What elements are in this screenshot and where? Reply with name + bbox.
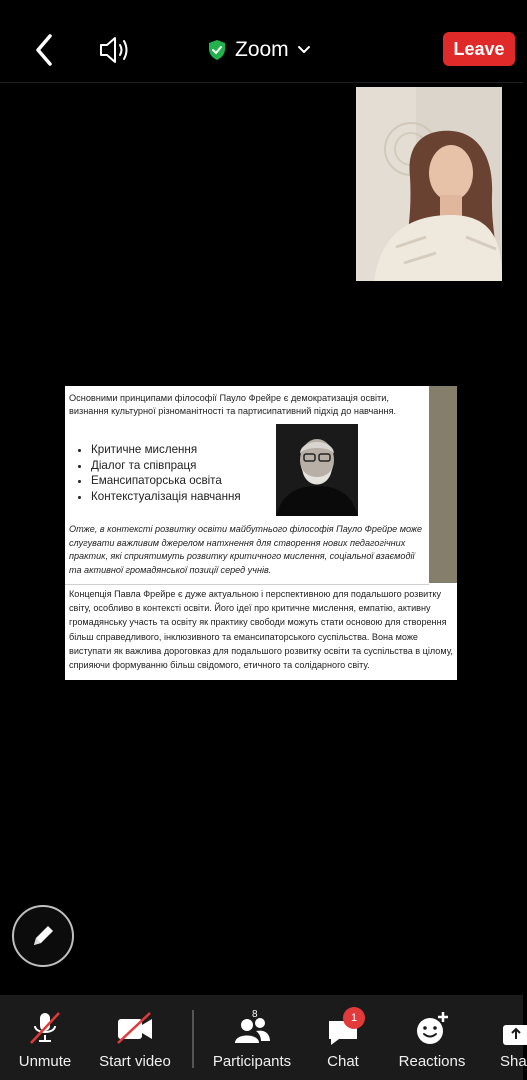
slide-divider	[65, 584, 429, 585]
participant-video[interactable]	[356, 87, 502, 281]
slide-side-accent	[429, 386, 457, 583]
participants-button[interactable]	[211, 995, 293, 1080]
participants-label: Participants	[212, 1053, 292, 1070]
video-off-icon	[114, 1009, 156, 1047]
share-icon	[500, 1013, 523, 1047]
back-icon	[28, 30, 60, 70]
microphone-muted-icon	[25, 1009, 65, 1047]
unmute-button[interactable]	[16, 995, 74, 1080]
chat-button[interactable]	[322, 995, 364, 1080]
slide-bullet: • Діалог та співпраця	[91, 458, 241, 474]
slide-paragraph-text: Концепція Павла Фрейре є дуже актуальною і перспективною для подальшого розвитку світу, особливо в контексті освіти. Його ідеї про критичне мислення, емпатію, активну громадянську участь та освіту як практику свободи можуть стати основою для створення більш справедливого, інклюзивного та емансипаторського суспільства. Вона може виступати як важлива дороговказ для подальшого розвитку освіти та суспільства в цілому, сприяючи формуванню більш свідомого, етичного та солідарного світу.	[69, 589, 453, 671]
start-video-label: Start video	[99, 1053, 171, 1070]
chat-label: Chat	[327, 1053, 359, 1070]
annotate-button[interactable]	[12, 905, 74, 967]
slide-bullet: • Критичне мислення	[91, 442, 241, 458]
slide-bullet: • Емансипаторська освіта	[91, 473, 241, 489]
shield-check-icon	[207, 39, 227, 61]
meeting-title: Zoom	[235, 38, 289, 61]
start-video-button[interactable]	[98, 995, 172, 1080]
slide-bullet: • Контекстуалізація навчання	[91, 489, 241, 505]
slide-bullet-list	[75, 442, 241, 504]
pencil-icon	[29, 922, 57, 950]
meeting-title-button[interactable]	[207, 34, 311, 66]
reactions-label: Reactions	[398, 1053, 466, 1070]
portrait-photo	[276, 424, 358, 516]
leave-button[interactable]: Leave	[443, 32, 515, 66]
unmute-label: Unmute	[18, 1053, 72, 1070]
participant-video-image	[356, 87, 502, 281]
toolbar-divider	[192, 1010, 194, 1068]
speaker-button[interactable]	[97, 34, 133, 66]
slide-conclusion-text: Отже, в контексті розвитку освіти майбутнього філософія Пауло Фрейре може слугувати важливим джерелом натхнення для створення нових педагогічних практик, які сприятимуть розвитку критичного мислення, соціальної взаємодії та активної громадянської позиції серед учнів.	[69, 524, 423, 575]
shared-screen-slide	[65, 386, 457, 680]
chevron-down-icon	[297, 45, 311, 55]
speaker-icon	[97, 34, 133, 66]
chat-unread-badge: 1	[343, 1007, 365, 1029]
meeting-header	[0, 0, 523, 83]
back-button[interactable]	[28, 30, 60, 70]
share-label: Sha	[500, 1053, 527, 1070]
participants-count: 8	[252, 1009, 258, 1020]
share-button[interactable]	[500, 995, 527, 1080]
reactions-icon	[412, 1009, 452, 1047]
reactions-button[interactable]	[398, 995, 466, 1080]
slide-intro-text: Основними принципами філософії Пауло Фрейре є демократизація освіти, визнання культурної різноманітності та партисипативний підхід до навчання.	[69, 393, 397, 416]
meeting-toolbar	[0, 995, 527, 1080]
